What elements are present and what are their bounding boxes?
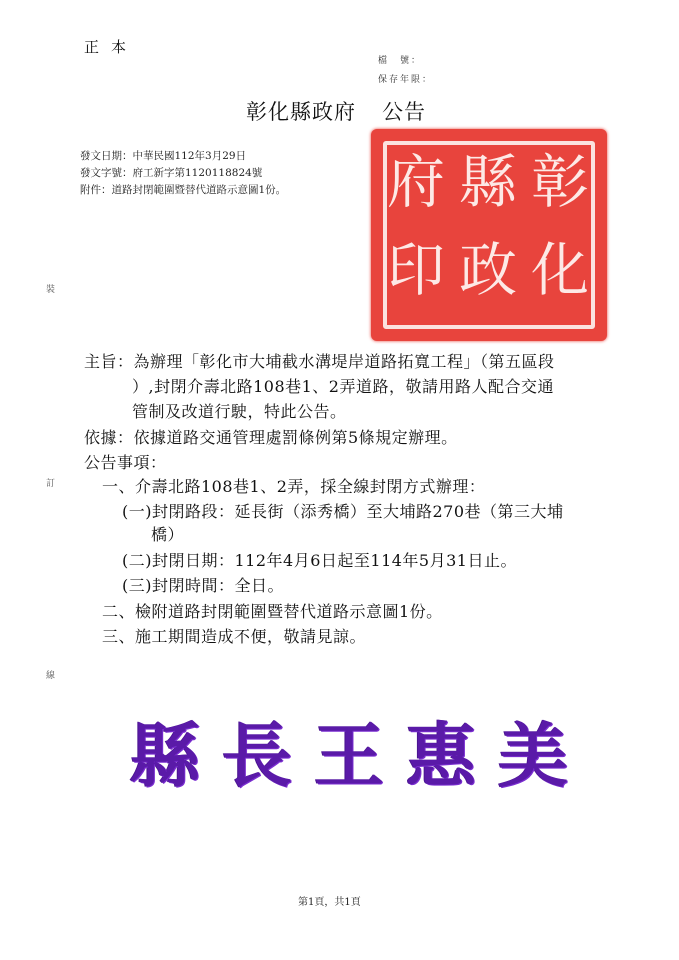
seal-char: 政 (459, 236, 518, 304)
basis-line: 依據：依據道路交通管理處罰條例第5條規定辦理。 (84, 428, 458, 447)
attachment-note: 附件：道路封閉範圍暨替代道路示意圖1份。 (80, 184, 287, 196)
binding-mark: 訂 (46, 479, 56, 489)
issuing-org: 彰化縣政府 (246, 100, 356, 124)
issue-date: 發文日期：中華民國112年3月29日 (80, 150, 247, 162)
notice-item: 三、施工期間造成不便，敬請見諒。 (102, 627, 367, 646)
file-number-label: 檔 號： (378, 56, 423, 66)
seal-char: 印 (387, 236, 446, 304)
page-title (246, 96, 426, 126)
notice-subitem: (二)封閉日期：112年4月6日起至114年5月31日止。 (122, 551, 517, 570)
official-seal (371, 129, 607, 341)
subject-line: 主旨：為辦理「彰化市大埔截水溝堤岸道路拓寬工程」（第五區段 (84, 352, 555, 371)
seal-char: 彰 (531, 148, 590, 216)
subject-line: ）,封閉介壽北路108巷1、2弄道路，敬請用路人配合交通 (132, 377, 554, 396)
notices-heading: 公告事項： (84, 453, 167, 472)
notice-subitem: 橋） (151, 525, 185, 544)
magistrate-signature: 縣長王惠美 (130, 714, 590, 797)
retention-label: 保存年限： (378, 75, 434, 85)
document-type: 公告 (382, 100, 426, 124)
notice-item: 一、介壽北路108巷1、2弄，採全線封閉方式辦理： (102, 477, 486, 496)
binding-mark: 線 (46, 671, 56, 681)
issue-number: 發文字號：府工新字第1120118824號 (80, 167, 263, 179)
binding-mark: 裝 (46, 285, 56, 295)
seal-char: 化 (531, 236, 590, 304)
page-number: 第1頁，共1頁 (298, 897, 361, 908)
notice-subitem: (一)封閉路段：延長街（添秀橋）至大埔路270巷（第三大埔 (122, 502, 564, 521)
notice-subitem: (三)封閉時間：全日。 (122, 576, 284, 595)
subject-line: 管制及改道行駛，特此公告。 (132, 402, 347, 421)
copy-mark: 正本 (84, 38, 139, 56)
seal-char: 縣 (459, 148, 518, 216)
notice-item: 二、檢附道路封閉範圍暨替代道路示意圖1份。 (102, 602, 443, 621)
seal-char: 府 (387, 148, 446, 216)
